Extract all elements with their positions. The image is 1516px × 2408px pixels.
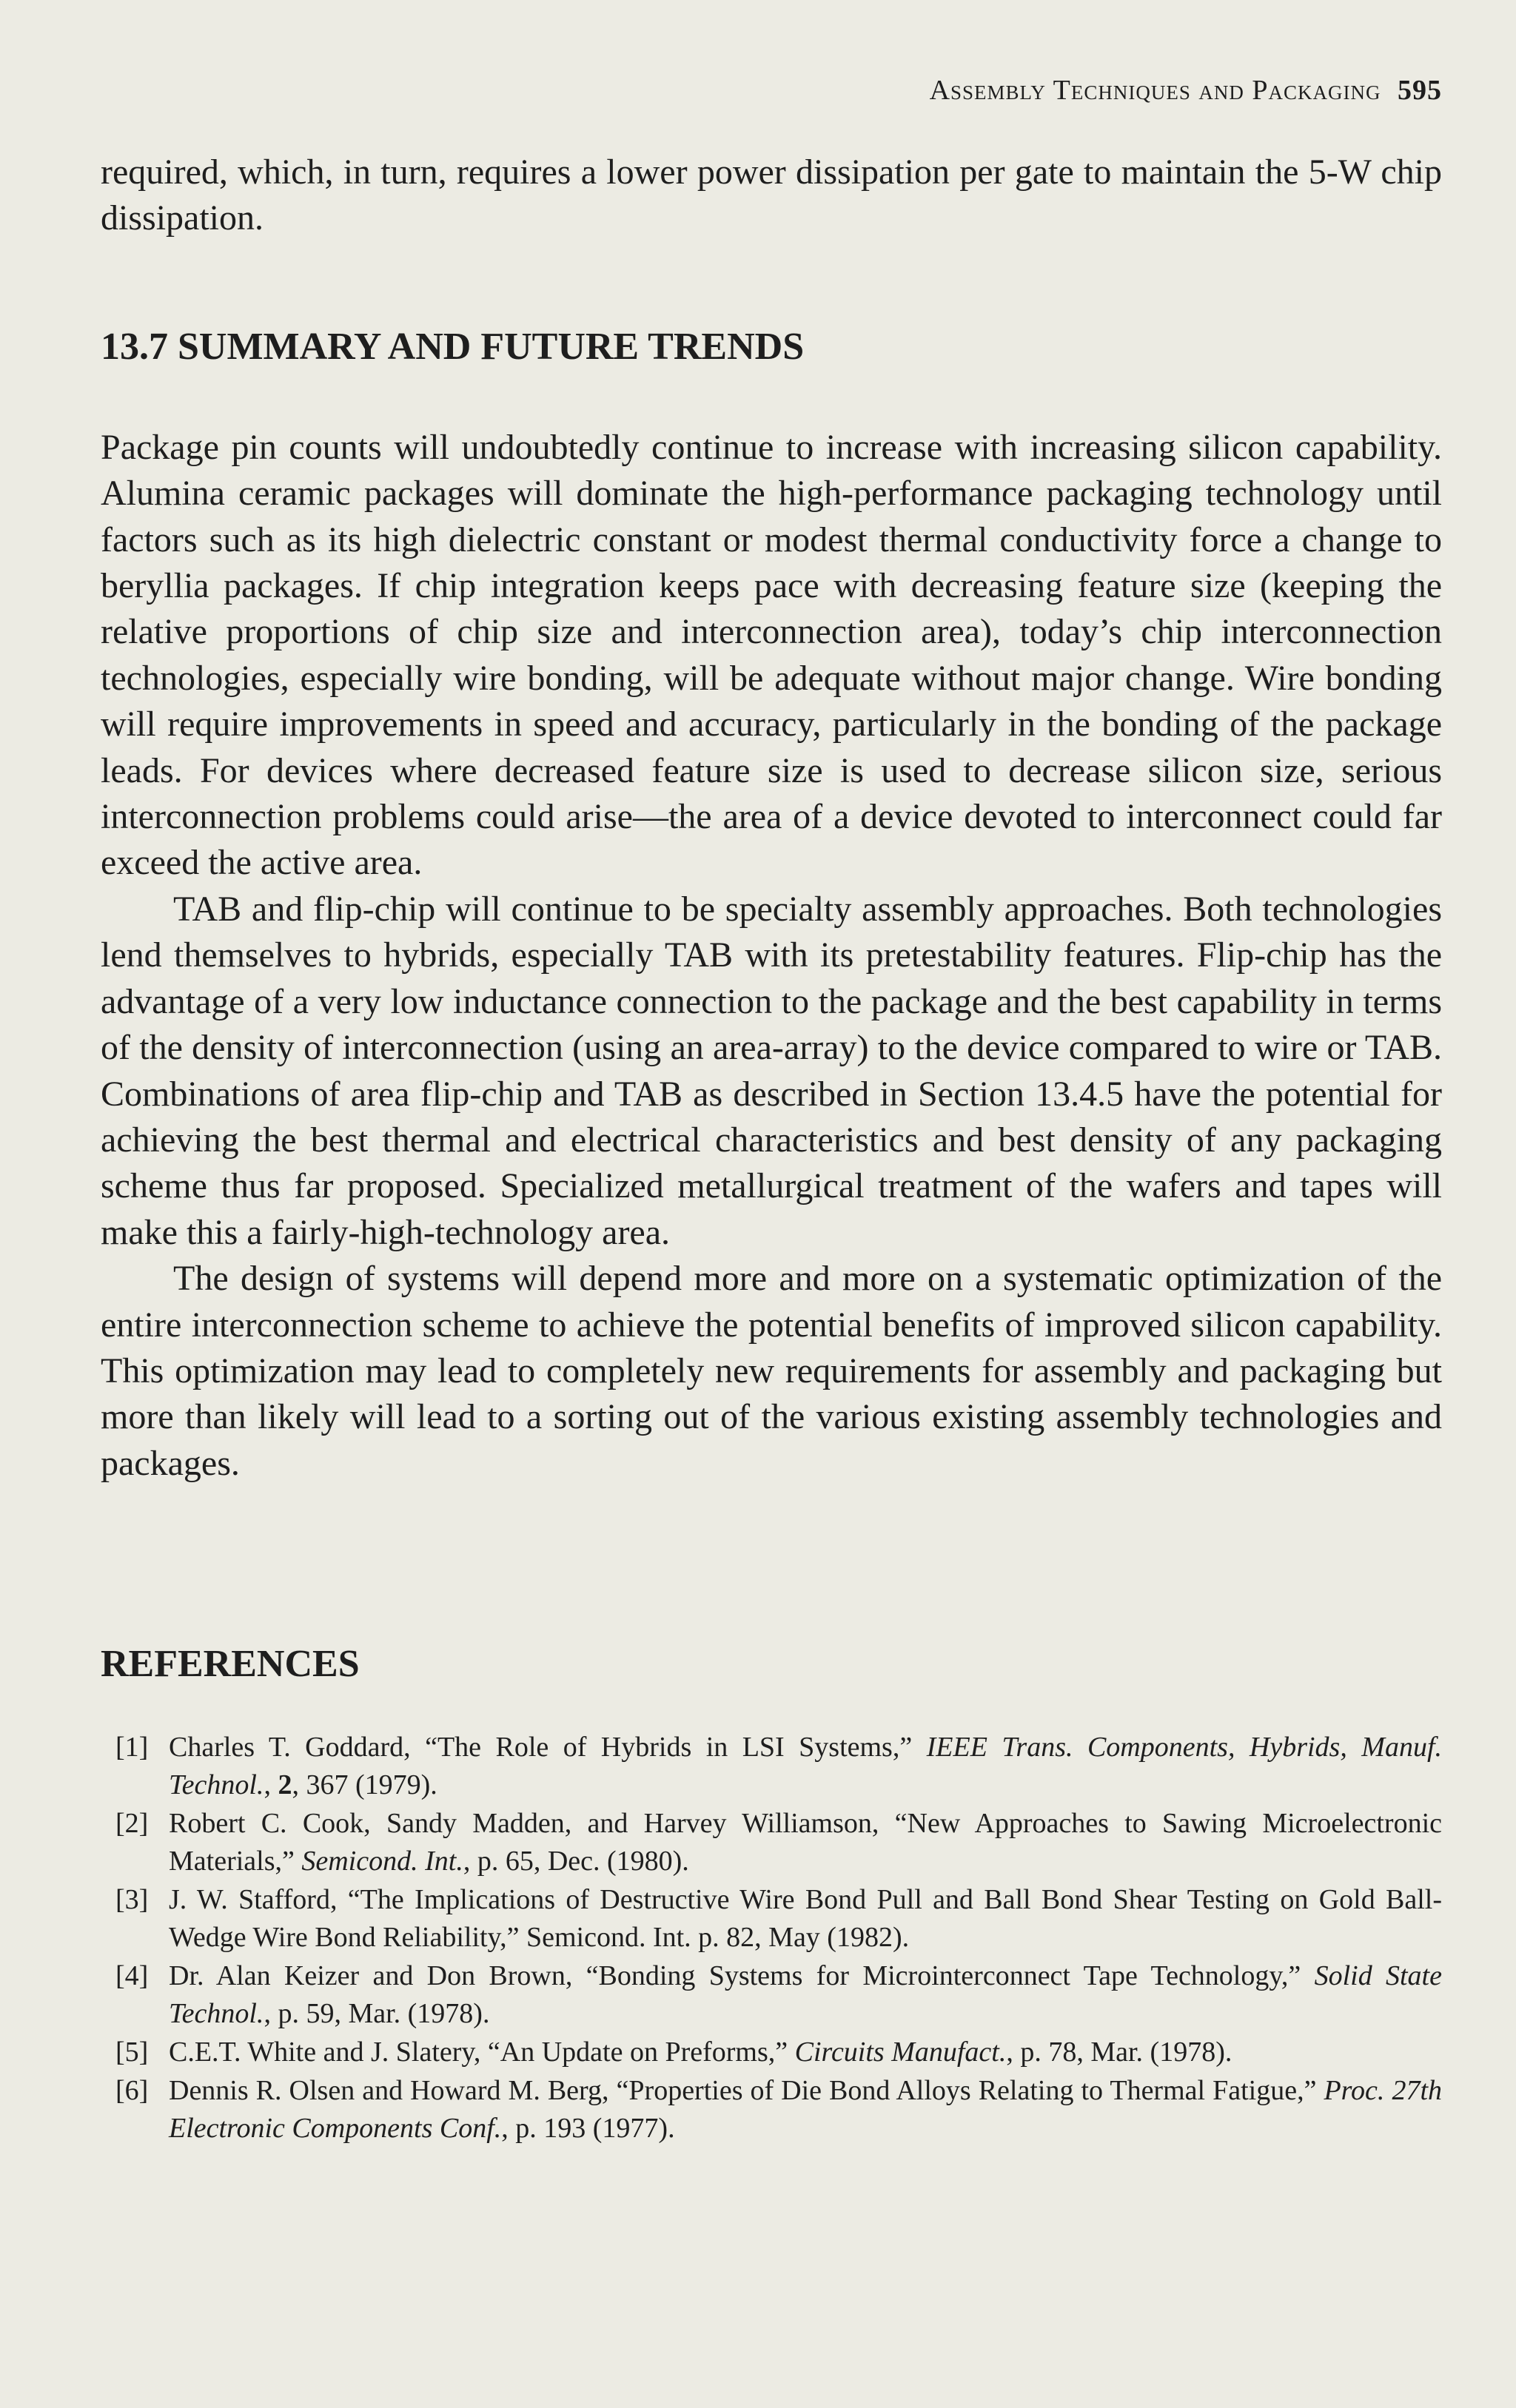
body-paragraph: TAB and flip-chip will continue to be specialty assembly approaches. Both technologies lend themselves to hybrids, especially TAB with its pretestability features. Flip-chip has the advantage of a very low inductance connection to the package and the best capability in terms of the density of interconnection (using an area-array) to the device compared to wire or TAB. Combinations of area flip-chip and TAB as described in Section 13.4.5 have the potential for achieving the best thermal and electrical characteristics and best density of any packaging scheme thus far proposed. Specialized metallurgical treatment of the wafers and tapes will make this a fairly-high-technology area. xyxy=(101,889,1442,1252)
reference-tail: , p. 193 (1977). xyxy=(501,2113,675,2145)
body-paragraph: The design of systems will depend more and more on a systematic optimization of the entire interconnection scheme to achieve the potential benefits of improved silicon capability. This optimization may lead to completely new requirements for assembly and packaging but more than likely will lead to a sorting out of the various existing assembly technologies and packages. xyxy=(101,1259,1442,1483)
reference-list xyxy=(101,1729,1442,2148)
reference-number: [3] xyxy=(115,1884,149,1916)
reference-source: Solid State Technol. xyxy=(169,1960,1442,2030)
body-paragraph: Package pin counts will undoubtedly continue to increase with increasing silicon capability. Alumina ceramic packages will dominate the high-performance packaging technology until factors such as its high dielectric constant or modest thermal conductivity force a change to beryllia packages. If chip integration keeps pace with decreasing feature size (keeping the relative proportions of chip size and interconnection area), today’s chip interconnection technologies, especially wire bonding, will be adequate without major change. Wire bonding will require improvements in speed and accuracy, particularly in the bonding of the package leads. For devices where decreased feature size is used to decrease silicon size, serious interconnection problems could arise—the area of a device devoted to interconnect could far exceed the active area. xyxy=(101,427,1442,883)
reference-citation: Dennis R. Olsen and Howard M. Berg, “Properties of Die Bond Alloys Relating to Thermal Fatigue,” xyxy=(169,2075,1324,2107)
reference-tail: , 367 (1979). xyxy=(292,1769,437,1801)
reference-tail: , p. 59, Mar. (1978). xyxy=(264,1998,490,2030)
references-heading: REFERENCES xyxy=(101,1643,360,1686)
reference-citation: Dr. Alan Keizer and Don Brown, “Bonding Systems for Microinterconnect Tape Technology,” xyxy=(169,1960,1315,1992)
section-heading: 13.7 SUMMARY AND FUTURE TRENDS xyxy=(101,325,805,368)
running-title: Assembly Techniques and Packaging xyxy=(929,75,1381,106)
reference-source: IEEE Trans. Components, Hybrids, Manuf. Technol. xyxy=(169,1732,1443,1801)
reference-tail: , p. 78, Mar. (1978). xyxy=(1006,2037,1232,2068)
reference-item xyxy=(101,1805,1442,1880)
reference-source: Semicond. Int. xyxy=(301,1846,463,1877)
reference-citation: Robert C. Cook, Sandy Madden, and Harvey Williamson, “New Approaches to Sawing Microelectronic Materials,” xyxy=(169,1808,1442,1877)
reference-source: Proc. 27th Electronic Components Conf. xyxy=(169,2075,1443,2145)
reference-item xyxy=(101,2034,1442,2071)
reference-number: [1] xyxy=(115,1732,149,1763)
reference-number: [6] xyxy=(115,2075,149,2107)
reference-item xyxy=(101,1957,1442,2033)
carryover-paragraph: required, which, in turn, requires a lower power dissipation per gate to maintain the 5-W chip dissipation. xyxy=(101,152,1442,238)
reference-item xyxy=(101,1729,1442,1804)
reference-number: [2] xyxy=(115,1808,149,1840)
page-number: 595 xyxy=(1398,75,1442,106)
reference-item xyxy=(101,2072,1442,2148)
reference-citation: Charles T. Goddard, “The Role of Hybrids in LSI Systems,” xyxy=(169,1732,927,1763)
reference-item xyxy=(101,1881,1442,1957)
running-head xyxy=(101,74,1442,107)
reference-citation: C.E.T. White and J. Slatery, “An Update on Preforms,” xyxy=(169,2037,795,2068)
reference-citation: J. W. Stafford, “The Implications of Destructive Wire Bond Pull and Ball Bond Shear Testing on Gold Ball-Wedge Wire Bond Reliability,” Semicond. Int. p. 82, May (1982). xyxy=(169,1884,1442,1954)
book-page xyxy=(101,74,1442,2148)
reference-source: Circuits Manufact. xyxy=(794,2037,1007,2068)
reference-separator: , xyxy=(264,1769,278,1801)
reference-number: [5] xyxy=(115,2037,149,2068)
reference-tail: , p. 65, Dec. (1980). xyxy=(463,1846,689,1877)
reference-number: [4] xyxy=(115,1960,149,1992)
reference-volume: 2 xyxy=(278,1769,292,1801)
